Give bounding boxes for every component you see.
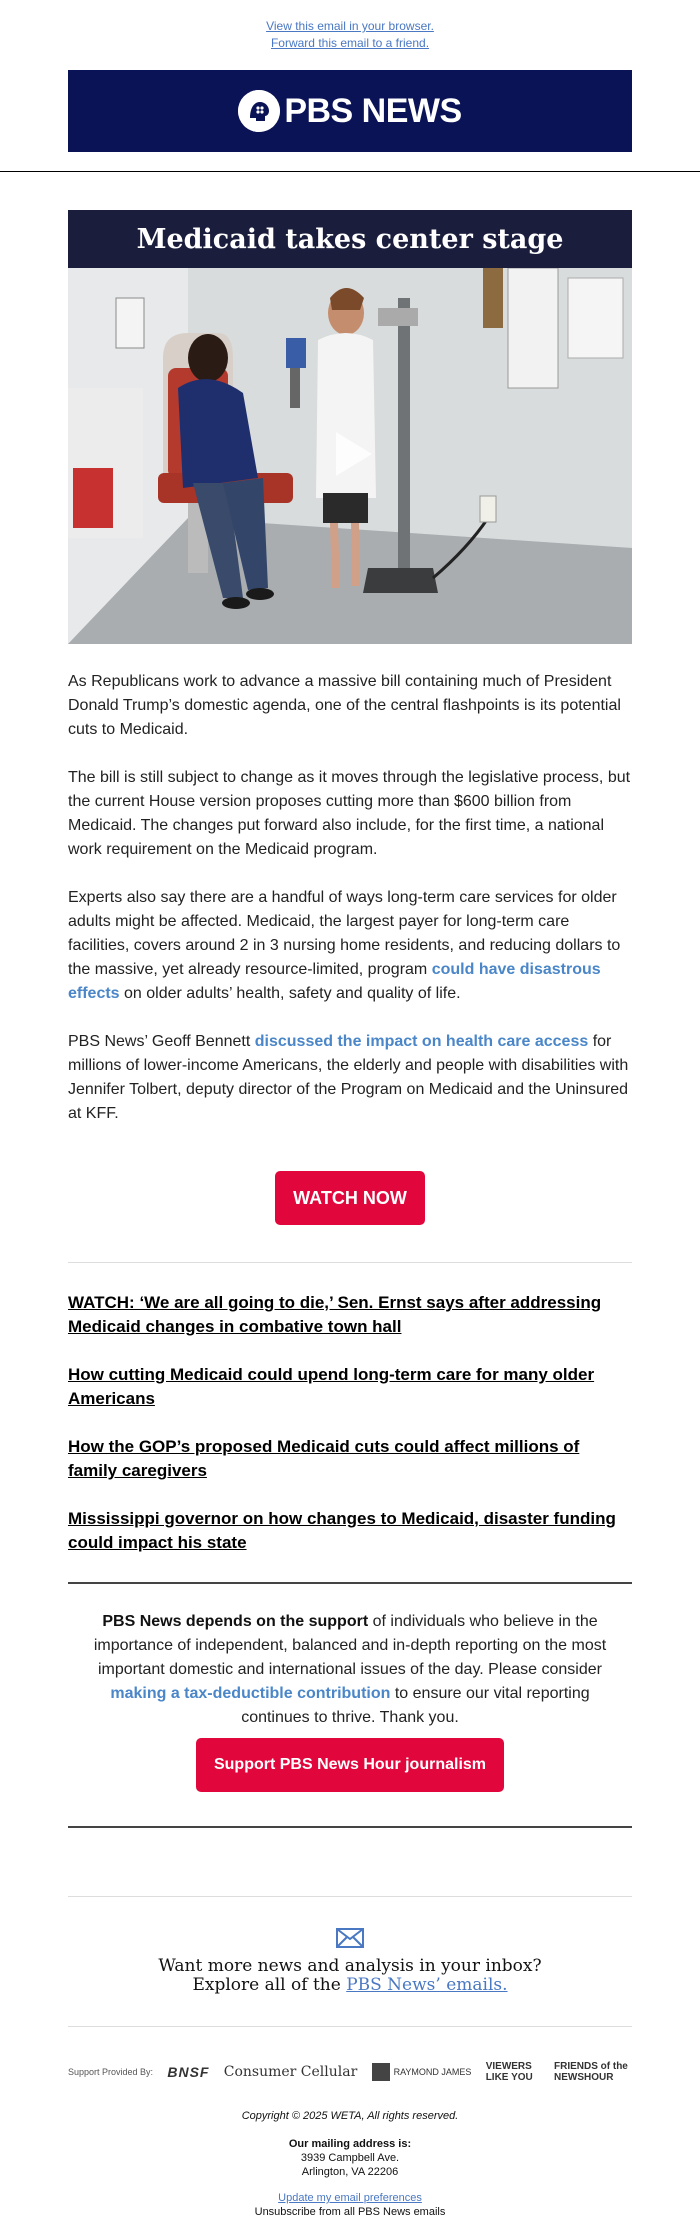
raymond-james-mark-icon: [372, 2063, 390, 2081]
more-news-heading: Want more news and analysis in your inbox?: [158, 1956, 542, 1976]
more-news-subline: [68, 1975, 632, 1995]
related-link-1[interactable]: WATCH: ‘We are all going to die,’ Sen. Ernst says after addressing Medicaid changes in combative town hall: [68, 1293, 602, 1336]
related-link-2[interactable]: How cutting Medicaid could upend long-term care for many older Americans: [68, 1365, 595, 1408]
support-journalism-button[interactable]: Support PBS News Hour journalism: [196, 1738, 504, 1792]
sponsor-bar: [68, 2058, 632, 2086]
support-bottom-divider: [68, 1826, 632, 1828]
sponsor-bnsf-logo[interactable]: BNSF: [167, 2064, 210, 2080]
related-link-4[interactable]: Mississippi governor on how changes to Medicaid, disaster funding could impact his state: [68, 1509, 616, 1552]
forward-to-friend-link[interactable]: Forward this email to a friend.: [270, 36, 430, 50]
update-preferences-link[interactable]: Update my email preferences: [278, 2192, 422, 2204]
sponsor-viewers-like-you-logo[interactable]: VIEWERS LIKE YOU: [485, 2061, 533, 2083]
paragraph-4-text-end: for millions of lower-income Americans, the elderly and people with disabilities with Jennifer Tolbert, deputy director of the Program on Medicaid and the Uninsured at KFF.: [68, 1033, 629, 1122]
article-paragraph-1: As Republicans work to advance a massive bill containing much of President Donald Trump’s domestic agenda, one of the central flashpoints is its potential cuts to Medicaid.: [68, 673, 621, 738]
pbs-head-icon: [238, 90, 280, 132]
sponsor-consumer-cellular-logo[interactable]: Consumer Cellular: [223, 2064, 358, 2080]
pbs-news-logo: [238, 90, 461, 132]
section-divider: [68, 1262, 632, 1263]
unsubscribe-link[interactable]: Unsubscribe from all PBS News emails: [254, 2206, 446, 2218]
paragraph-3-text: Experts also say there are a handful of ways long-term care services for older adults might be affected. Medicaid, the largest payer for long-term care facilities, covers around 2 in 3 nursing home residents, and reducing dollars to the massive, yet already resource-limited, program: [68, 889, 621, 978]
support-text-end: to ensure our vital reporting continues to thrive. Thank you.: [241, 1685, 590, 1726]
pbs-emails-link[interactable]: PBS News’ emails.: [346, 1975, 508, 1995]
health-care-access-link[interactable]: discussed the impact on health care access: [254, 1033, 589, 1050]
support-paragraph: [78, 1610, 622, 1730]
support-text: of individuals who believe in the importance of independent, balanced and in-depth reporting on the most important domestic and international issues of the day. Please consider: [93, 1613, 607, 1678]
paragraph-3-text-end: on older adults’ health, safety and quality of life.: [119, 985, 461, 1002]
envelope-icon: [336, 1928, 364, 1948]
article-paragraph-4: [68, 1030, 632, 1126]
address-line-2: Arlington, VA 22206: [301, 2166, 399, 2178]
tax-deductible-link[interactable]: making a tax-deductible contribution: [110, 1685, 391, 1702]
related-link-3[interactable]: How the GOP’s proposed Medicaid cuts could affect millions of family caregivers: [68, 1437, 580, 1480]
sponsor-label: Support Provided By:: [68, 2067, 154, 2077]
preferences-line: [0, 2191, 700, 2205]
support-lead: PBS News depends on the support: [102, 1613, 369, 1630]
disastrous-effects-link[interactable]: could have disastrous effects: [68, 961, 601, 1002]
watch-now-button[interactable]: WATCH NOW: [275, 1171, 425, 1225]
more-news-text: Explore all of the: [192, 1975, 347, 1995]
sponsor-friends-newshour-logo[interactable]: FRIENDS of the NEWSHOUR: [553, 2061, 628, 2083]
brand-name: PBS NEWS: [284, 91, 462, 130]
raymond-james-text: RAYMOND JAMES: [393, 2067, 472, 2077]
sponsor-raymond-james-logo[interactable]: [372, 2063, 472, 2081]
article-paragraph-3: [68, 886, 632, 1006]
header-divider: [0, 171, 700, 172]
play-icon[interactable]: [318, 422, 382, 486]
hero-title: Medicaid takes center stage: [68, 210, 632, 268]
article-paragraph-2: The bill is still subject to change as it moves through the legislative process, but the current House version proposes cutting more than $600 billion from Medicaid. The changes put forward also include, for the first time, a national work requirement on the Medicaid program.: [68, 769, 631, 858]
more-divider: [68, 1896, 632, 1897]
address-label: Our mailing address is:: [288, 2138, 412, 2150]
address-line-1: 3939 Campbell Ave.: [300, 2152, 400, 2164]
support-top-divider: [68, 1582, 632, 1584]
view-in-browser-link[interactable]: View this email in your browser.: [266, 19, 434, 33]
sponsor-divider: [68, 2026, 632, 2027]
copyright: Copyright © 2025 WETA, All rights reserved.: [241, 2110, 459, 2122]
masthead[interactable]: [68, 70, 632, 152]
paragraph-4-text: PBS News’ Geoff Bennett: [68, 1033, 255, 1050]
top-links: [0, 18, 700, 52]
